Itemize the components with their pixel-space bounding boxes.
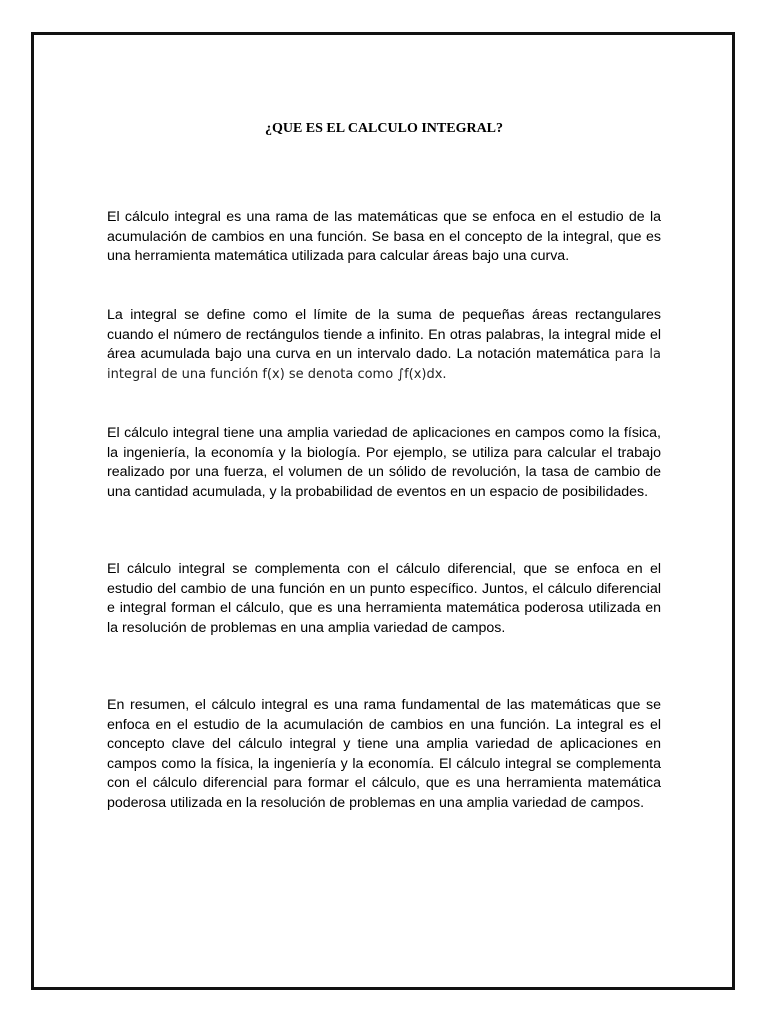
paragraph-summary: En resumen, el cálculo integral es una rama fundamental de las matemáticas que se enfoca en el estudio de la acumulación de cambios en una función. La integral es el concepto clave del cálculo integral y tiene una amplia variedad de aplicaciones en campos como la física, la ingeniería y la economía. El cálculo integral se complementa con el cálculo diferencial para formar el cálculo, que es una herramienta matemática poderosa utilizada en la resolución de problemas en una amplia variedad de campos. (107, 697, 661, 811)
paragraph-integral-limit-text: La integral se define como el límite de la suma de pequeñas áreas rectangulares cuando el número de rectángulos tiende a infinito. En otras palabras, la integral mide el área acumulada bajo una curva en un intervalo dado. La notación matemática (107, 307, 661, 362)
paragraph-applications: El cálculo integral tiene una amplia variedad de aplicaciones en campos como la física, la ingeniería, la economía y la biología. Por ejemplo, se utiliza para calcular el trabajo realizado por una fuerza, el volumen de un sólido de revolución, la tasa de cambio de una cantidad acumulada, y la probabilidad de eventos en un espacio de posibilidades. (107, 425, 661, 500)
paragraph-differential: El cálculo integral se complementa con el cálculo diferencial, que se enfoca en el estudio del cambio de una función en un punto específico. Juntos, el cálculo diferencial e integral forman el cálculo, que es una herramienta matemática poderosa utilizada en la resolución de problemas en una amplia variedad de campos. (107, 561, 661, 636)
document-title: ¿QUE ES EL CALCULO INTEGRAL? (264, 121, 504, 136)
paragraph-integral-notation: para la integral de una función f(x) se denota como ∫f(x)dx. (107, 347, 661, 382)
paragraph-definition: El cálculo integral es una rama de las matemáticas que se enfoca en el estudio de la acumulación de cambios en una función. Se basa en el concepto de la integral, que es una herramienta matemática utilizada para calcular áreas bajo una curva. (107, 209, 661, 264)
paragraph-integral-limit (107, 306, 661, 384)
page-border (31, 32, 735, 990)
